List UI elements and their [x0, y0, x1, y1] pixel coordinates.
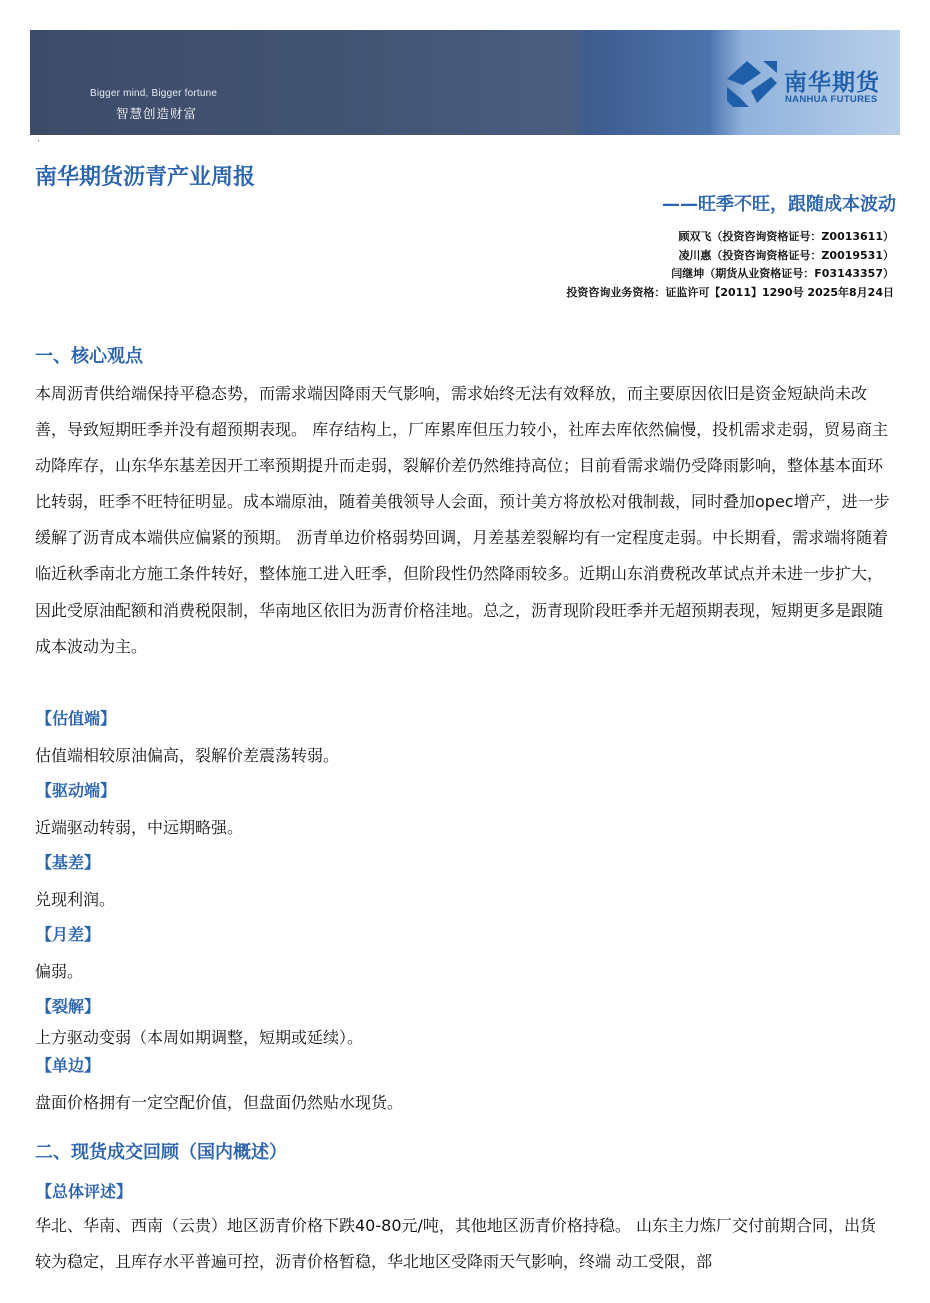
- author-line: 凌川惠（投资咨询资格证号：Z0019531）: [678, 248, 894, 262]
- author-line: 闫继坤（期货从业资格证号：F03143357）: [671, 267, 894, 280]
- label-overall-summary: 【总体评述】: [36, 1182, 133, 1201]
- label-crack: 【裂解】: [36, 997, 101, 1016]
- text-driver: 近端驱动转弱，中远期略强。: [35, 818, 244, 837]
- label-driver: 【驱动端】: [36, 781, 117, 800]
- author-block: [566, 228, 894, 302]
- section-heading-spot-review: 二、现货成交回顾（国内概述）: [35, 1142, 287, 1163]
- text-month-spread: 偏弱。: [35, 962, 84, 981]
- logo-wordmark-cn: 南华期货: [784, 70, 880, 96]
- label-basis: 【基差】: [36, 853, 101, 872]
- label-valuation: 【估值端】: [36, 709, 117, 728]
- logo-wordmark-en: NANHUA FUTURES: [785, 94, 878, 105]
- header-banner: [30, 30, 900, 135]
- author-line: 顾双飞（投资咨询资格证号：Z0013611）: [678, 230, 894, 243]
- nanhua-logo-icon: [727, 61, 777, 107]
- tagline-cn: 智慧创造财富: [116, 106, 198, 121]
- spot-review-paragraph: 华北、华南、西南（云贵）地区沥青价格下跌40-80元/吨，其他地区沥青价格持稳。 山东主力炼厂交付前期合同，出货较为稳定，且库存水平普遍可控，沥青价格暂稳，华北地区受降雨天气影响，终端 动工受限，部: [35, 1216, 876, 1272]
- section-heading-core-view: 一、核心观点: [35, 346, 143, 367]
- core-view-paragraph: 本周沥青供给端保持平稳态势，而需求端因降雨天气影响，需求始终无法有效释放，而主要原因依旧是资金短缺尚未改善，导致短期旺季并没有超预期表现。 库存结构上，厂库累库但压力较小，社库去库依然偏慢，投机需求走弱，贸易商主动降库存，山东华东基差因开工率预期提升而走弱，裂解价差仍然维持高位；目前看需求端仍受降雨影响，整体基本面环比转弱，旺季不旺特征明显。成本端原油，随着美俄领导人会面，预计美方将放松对俄制裁，同时叠加opec增产，进一步缓解了沥青成本端供应偏紧的预期。 沥青单边价格弱势回调，月差基差裂解均有一定程度走弱。中长期看，需求端将随着临近秋季南北方施工条件转好，整体施工进入旺季，但阶段性仍然降雨较多。近期山东消费税改革试点并未进一步扩大，因此受原油配额和消费税限制，华南地区依旧为沥青价格洼地。总之，沥青现阶段旺季并无超预期表现，短期更多是跟随成本波动为主。: [35, 384, 890, 656]
- text-crack: 上方驱动变弱（本周如期调整，短期或延续）。: [35, 1028, 364, 1047]
- text-basis: 兑现利润。: [35, 890, 116, 909]
- license-date-line: 投资咨询业务资格：证监许可【2011】1290号 2025年8月24日: [566, 285, 894, 299]
- text-outright: 盘面价格拥有一定空配价值，但盘面仍然贴水现货。: [35, 1093, 404, 1112]
- label-month-spread: 【月差】: [36, 925, 101, 944]
- tagline-en: Bigger mind, Bigger fortune: [90, 88, 218, 99]
- label-outright: 【单边】: [36, 1056, 101, 1075]
- marker-dot: ·: [37, 137, 40, 147]
- text-valuation: 估值端相较原油偏高，裂解价差震荡转弱。: [35, 746, 340, 765]
- report-title: 南华期货沥青产业周报: [35, 165, 256, 190]
- report-subtitle: ——旺季不旺，跟随成本波动: [662, 194, 896, 215]
